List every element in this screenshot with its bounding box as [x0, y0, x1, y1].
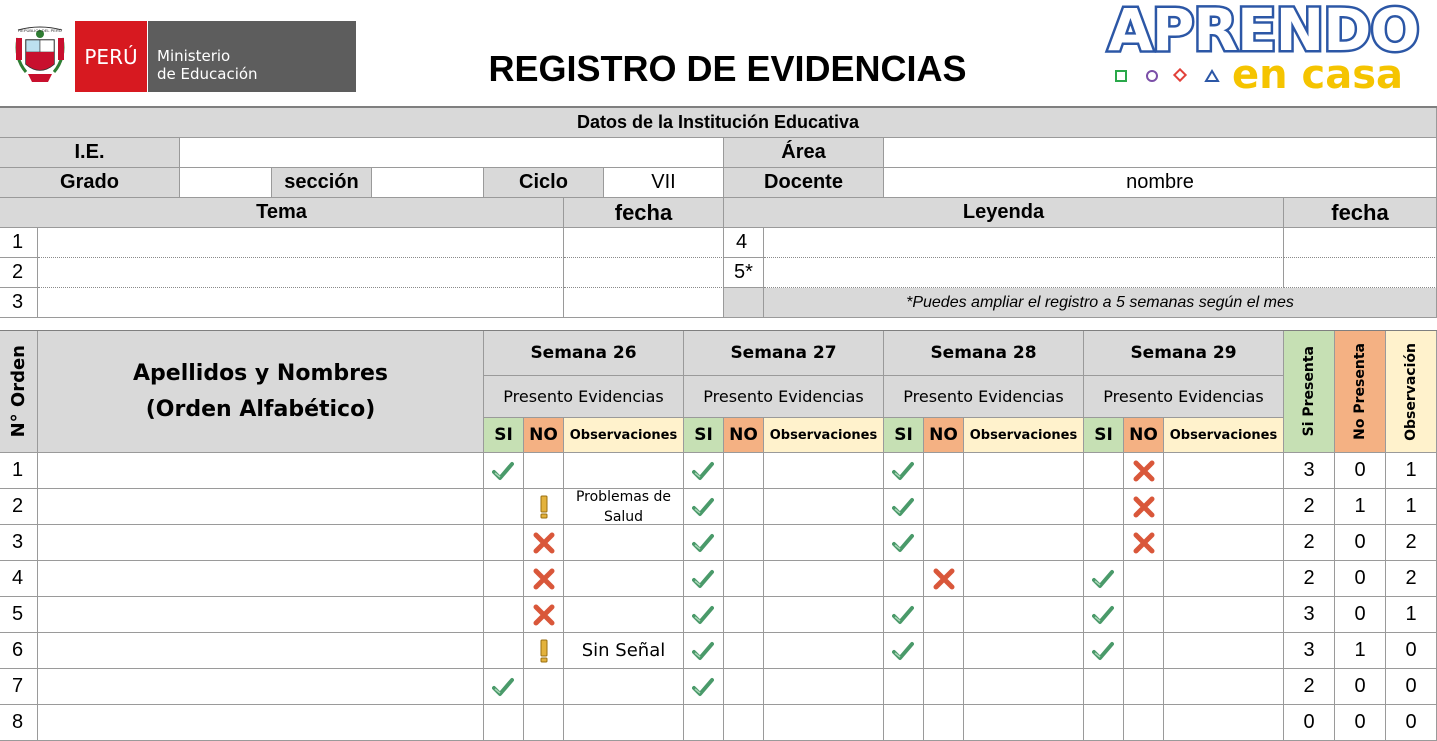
- row-number: 1: [0, 453, 38, 489]
- leyenda-number: 5*: [724, 258, 764, 288]
- check-icon: [892, 461, 914, 481]
- observation-cell[interactable]: [764, 453, 884, 489]
- si-cell[interactable]: [884, 489, 924, 525]
- institution-section-title: Datos de la Institución Educativa: [0, 108, 1437, 138]
- observation-cell[interactable]: [564, 705, 684, 741]
- si-cell[interactable]: [684, 597, 724, 633]
- summary-si-label: Si Presenta: [1301, 346, 1317, 437]
- no-cell[interactable]: [1124, 489, 1164, 525]
- topic-number: 3: [0, 288, 38, 318]
- leyenda-header: Leyenda: [724, 198, 1284, 228]
- col-no-header: NO: [924, 418, 964, 453]
- check-icon: [692, 497, 714, 517]
- si-cell[interactable]: [1084, 669, 1124, 705]
- seccion-field[interactable]: [372, 168, 484, 198]
- summary-si-value: 0: [1284, 705, 1335, 741]
- row-number: 3: [0, 525, 38, 561]
- page-title: REGISTRO DE EVIDENCIAS: [488, 48, 967, 89]
- check-icon: [892, 533, 914, 553]
- ie-field[interactable]: [180, 138, 724, 168]
- check-icon: [1092, 641, 1114, 661]
- row-number: 4: [0, 561, 38, 597]
- student-name-field[interactable]: [38, 525, 484, 561]
- observation-cell[interactable]: Sin Señal: [564, 633, 684, 669]
- cross-icon: [533, 568, 555, 590]
- check-icon: [892, 641, 914, 661]
- observation-cell[interactable]: [1164, 705, 1284, 741]
- check-icon: [692, 677, 714, 697]
- observation-cell[interactable]: [564, 561, 684, 597]
- no-cell[interactable]: [1124, 597, 1164, 633]
- summary-obs-value: 1: [1386, 597, 1437, 633]
- si-cell[interactable]: [684, 525, 724, 561]
- check-icon: [1092, 605, 1114, 625]
- observation-cell[interactable]: [1164, 597, 1284, 633]
- row-number: 5: [0, 597, 38, 633]
- ciclo-field[interactable]: VII: [604, 168, 724, 198]
- row-number: 8: [0, 705, 38, 741]
- summary-no-value: 1: [1335, 489, 1386, 525]
- summary-obs-value: 0: [1386, 669, 1437, 705]
- no-cell[interactable]: [1124, 705, 1164, 741]
- no-cell[interactable]: [924, 453, 964, 489]
- docente-label: Docente: [724, 168, 884, 198]
- si-cell[interactable]: [484, 705, 524, 741]
- si-cell[interactable]: [484, 489, 524, 525]
- shapes-icon: [1114, 68, 1224, 84]
- cross-icon: [1133, 460, 1155, 482]
- no-cell[interactable]: [724, 633, 764, 669]
- observation-cell[interactable]: [1164, 633, 1284, 669]
- col-no-header: NO: [724, 418, 764, 453]
- no-cell[interactable]: [724, 669, 764, 705]
- alert-icon: [539, 639, 549, 663]
- no-cell[interactable]: [724, 453, 764, 489]
- si-cell[interactable]: [1084, 633, 1124, 669]
- check-icon: [892, 605, 914, 625]
- summary-obs-header: [1386, 331, 1437, 453]
- brand-line2: en casa: [1232, 52, 1404, 98]
- student-name-field[interactable]: [38, 669, 484, 705]
- row-number: 6: [0, 633, 38, 669]
- no-cell[interactable]: [924, 525, 964, 561]
- no-cell[interactable]: [924, 633, 964, 669]
- summary-obs-value: 1: [1386, 453, 1437, 489]
- summary-si-header: [1284, 331, 1335, 453]
- check-icon: [692, 569, 714, 589]
- observation-cell[interactable]: [764, 633, 884, 669]
- peru-red-block: [75, 21, 147, 92]
- leyenda-fecha-field[interactable]: [1284, 258, 1437, 288]
- no-cell[interactable]: [924, 561, 964, 597]
- student-name-field[interactable]: [38, 633, 484, 669]
- check-icon: [492, 677, 514, 697]
- si-cell[interactable]: [1084, 489, 1124, 525]
- col-si-header: SI: [1084, 418, 1124, 453]
- week-header: Semana 29: [1084, 331, 1284, 376]
- observation-cell[interactable]: [964, 597, 1084, 633]
- summary-obs-value: 2: [1386, 561, 1437, 597]
- si-cell[interactable]: [1084, 705, 1124, 741]
- observation-cell[interactable]: [764, 489, 884, 525]
- observation-cell[interactable]: [964, 525, 1084, 561]
- orden-header: [0, 331, 38, 453]
- si-cell[interactable]: [884, 453, 924, 489]
- observation-cell[interactable]: Problemas de Salud: [564, 489, 684, 525]
- check-icon: [692, 641, 714, 661]
- check-icon: [892, 497, 914, 517]
- check-icon: [492, 461, 514, 481]
- summary-si-value: 2: [1284, 669, 1335, 705]
- observation-cell[interactable]: [764, 561, 884, 597]
- observation-cell[interactable]: [1164, 489, 1284, 525]
- week-subheader: Presento Evidencias: [884, 376, 1084, 418]
- observation-cell[interactable]: [1164, 525, 1284, 561]
- brand-line1: APRENDO: [1108, 0, 1419, 64]
- names-header-line1: Apellidos y Nombres: [133, 360, 388, 386]
- observation-cell[interactable]: [564, 597, 684, 633]
- week-subheader: Presento Evidencias: [684, 376, 884, 418]
- row-number: 7: [0, 669, 38, 705]
- no-cell[interactable]: [524, 453, 564, 489]
- check-icon: [1092, 569, 1114, 589]
- no-cell[interactable]: [524, 633, 564, 669]
- no-cell[interactable]: [1124, 453, 1164, 489]
- leyenda-fecha-field[interactable]: [1284, 228, 1437, 258]
- col-si-header: SI: [884, 418, 924, 453]
- topic-fecha-field[interactable]: [564, 258, 724, 288]
- leyenda-field[interactable]: [764, 228, 1284, 258]
- observation-cell[interactable]: [1164, 453, 1284, 489]
- seccion-label: sección: [272, 168, 372, 198]
- summary-si-value: 3: [1284, 633, 1335, 669]
- no-cell[interactable]: [1124, 561, 1164, 597]
- week-header: Semana 28: [884, 331, 1084, 376]
- no-cell[interactable]: [924, 489, 964, 525]
- student-name-field[interactable]: [38, 705, 484, 741]
- si-cell[interactable]: [484, 525, 524, 561]
- observation-cell[interactable]: [964, 561, 1084, 597]
- tema-header: Tema: [0, 198, 564, 228]
- note-spacer: [724, 288, 764, 318]
- col-si-header: SI: [684, 418, 724, 453]
- peru-label: PERÚ: [84, 44, 138, 69]
- si-cell[interactable]: [884, 525, 924, 561]
- week-header: Semana 26: [484, 331, 684, 376]
- check-icon: [692, 605, 714, 625]
- si-cell[interactable]: [884, 561, 924, 597]
- no-cell[interactable]: [1124, 669, 1164, 705]
- observation-cell[interactable]: [764, 525, 884, 561]
- no-cell[interactable]: [524, 597, 564, 633]
- summary-no-value: 0: [1335, 525, 1386, 561]
- student-name-field[interactable]: [38, 597, 484, 633]
- col-obs-header: Observaciones: [1164, 418, 1284, 453]
- summary-no-value: 0: [1335, 705, 1386, 741]
- no-cell[interactable]: [1124, 633, 1164, 669]
- area-field[interactable]: [884, 138, 1437, 168]
- summary-si-value: 2: [1284, 489, 1335, 525]
- observation-cell[interactable]: [964, 633, 1084, 669]
- no-cell[interactable]: [724, 561, 764, 597]
- no-cell[interactable]: [1124, 525, 1164, 561]
- no-cell[interactable]: [724, 597, 764, 633]
- docente-field[interactable]: nombre: [884, 168, 1437, 198]
- summary-obs-value: 0: [1386, 705, 1437, 741]
- summary-no-header: [1335, 331, 1386, 453]
- summary-no-value: 0: [1335, 453, 1386, 489]
- alert-icon: [539, 495, 549, 519]
- si-cell[interactable]: [684, 705, 724, 741]
- cross-icon: [533, 532, 555, 554]
- observation-cell[interactable]: [764, 705, 884, 741]
- grado-field[interactable]: [180, 168, 272, 198]
- col-obs-header: Observaciones: [564, 418, 684, 453]
- topic-number: 1: [0, 228, 38, 258]
- week-header: Semana 27: [684, 331, 884, 376]
- si-cell[interactable]: [1084, 597, 1124, 633]
- si-cell[interactable]: [484, 561, 524, 597]
- si-cell[interactable]: [1084, 453, 1124, 489]
- ministry-small-caption: REPÚBLICA DEL PERÚ: [18, 28, 62, 33]
- summary-si-value: 3: [1284, 453, 1335, 489]
- col-si-header: SI: [484, 418, 524, 453]
- cross-icon: [1133, 532, 1155, 554]
- week-subheader: Presento Evidencias: [1084, 376, 1284, 418]
- col-obs-header: Observaciones: [964, 418, 1084, 453]
- si-cell[interactable]: [1084, 525, 1124, 561]
- topic-fecha-field[interactable]: [564, 228, 724, 258]
- summary-no-value: 0: [1335, 597, 1386, 633]
- no-cell[interactable]: [524, 525, 564, 561]
- summary-si-value: 3: [1284, 597, 1335, 633]
- si-cell[interactable]: [484, 669, 524, 705]
- check-icon: [692, 533, 714, 553]
- topic-tema-field[interactable]: [38, 288, 564, 318]
- observation-cell[interactable]: [964, 669, 1084, 705]
- si-cell[interactable]: [884, 669, 924, 705]
- names-header-line2: (Orden Alfabético): [145, 396, 376, 422]
- si-cell[interactable]: [684, 489, 724, 525]
- no-cell[interactable]: [924, 669, 964, 705]
- topic-fecha-field[interactable]: [564, 288, 724, 318]
- ciclo-label: Ciclo: [484, 168, 604, 198]
- fecha-header-right: fecha: [1284, 198, 1437, 228]
- col-obs-header: Observaciones: [764, 418, 884, 453]
- no-cell[interactable]: [524, 561, 564, 597]
- col-no-header: NO: [1124, 418, 1164, 453]
- si-cell[interactable]: [484, 633, 524, 669]
- si-cell[interactable]: [684, 561, 724, 597]
- cross-icon: [1133, 496, 1155, 518]
- ministry-name-line2: de Educación: [157, 65, 258, 83]
- no-cell[interactable]: [524, 669, 564, 705]
- observation-cell[interactable]: [964, 453, 1084, 489]
- orden-header-label: N° Orden: [8, 345, 29, 438]
- observation-cell[interactable]: [564, 525, 684, 561]
- summary-no-value: 0: [1335, 669, 1386, 705]
- row-number: 2: [0, 489, 38, 525]
- grado-label: Grado: [0, 168, 180, 198]
- topic-tema-field[interactable]: [38, 228, 564, 258]
- extension-note: *Puedes ampliar el registro a 5 semanas según el mes: [764, 288, 1437, 318]
- observation-cell[interactable]: [564, 669, 684, 705]
- observation-cell[interactable]: [964, 489, 1084, 525]
- leyenda-field[interactable]: [764, 258, 1284, 288]
- observation-cell[interactable]: [564, 453, 684, 489]
- no-cell[interactable]: [924, 705, 964, 741]
- si-cell[interactable]: [884, 633, 924, 669]
- si-cell[interactable]: [684, 453, 724, 489]
- leyenda-number: 4: [724, 228, 764, 258]
- week-subheader: Presento Evidencias: [484, 376, 684, 418]
- observation-cell[interactable]: [764, 669, 884, 705]
- observation-cell[interactable]: [1164, 561, 1284, 597]
- ie-label: I.E.: [0, 138, 180, 168]
- observation-cell[interactable]: [1164, 669, 1284, 705]
- summary-si-value: 2: [1284, 525, 1335, 561]
- aprendo-en-casa-logo: [1108, 0, 1419, 98]
- no-cell[interactable]: [724, 525, 764, 561]
- summary-no-value: 0: [1335, 561, 1386, 597]
- si-cell[interactable]: [684, 669, 724, 705]
- student-name-field[interactable]: [38, 453, 484, 489]
- names-header: [38, 331, 484, 453]
- student-name-field[interactable]: [38, 489, 484, 525]
- no-cell[interactable]: [524, 489, 564, 525]
- topic-tema-field[interactable]: [38, 258, 564, 288]
- no-cell[interactable]: [724, 705, 764, 741]
- observation-cell[interactable]: [964, 705, 1084, 741]
- col-no-header: NO: [524, 418, 564, 453]
- summary-obs-value: 2: [1386, 525, 1437, 561]
- si-cell[interactable]: [884, 597, 924, 633]
- no-cell[interactable]: [724, 489, 764, 525]
- topic-number: 2: [0, 258, 38, 288]
- si-cell[interactable]: [484, 453, 524, 489]
- no-cell[interactable]: [924, 597, 964, 633]
- observation-cell[interactable]: [764, 597, 884, 633]
- summary-obs-label: Observación: [1403, 342, 1419, 441]
- fecha-header-left: fecha: [564, 198, 724, 228]
- summary-si-value: 2: [1284, 561, 1335, 597]
- si-cell[interactable]: [1084, 561, 1124, 597]
- si-cell[interactable]: [684, 633, 724, 669]
- check-icon: [692, 461, 714, 481]
- cross-icon: [533, 604, 555, 626]
- ministry-name-line1: Ministerio: [157, 47, 231, 65]
- student-name-field[interactable]: [38, 561, 484, 597]
- summary-no-value: 1: [1335, 633, 1386, 669]
- si-cell[interactable]: [884, 705, 924, 741]
- area-label: Área: [724, 138, 884, 168]
- no-cell[interactable]: [524, 705, 564, 741]
- cross-icon: [933, 568, 955, 590]
- summary-obs-value: 0: [1386, 633, 1437, 669]
- summary-no-label: No Presenta: [1352, 343, 1368, 440]
- peru-coat-of-arms-logo: [12, 24, 68, 88]
- summary-obs-value: 1: [1386, 489, 1437, 525]
- si-cell[interactable]: [484, 597, 524, 633]
- ministry-logo: [75, 21, 356, 92]
